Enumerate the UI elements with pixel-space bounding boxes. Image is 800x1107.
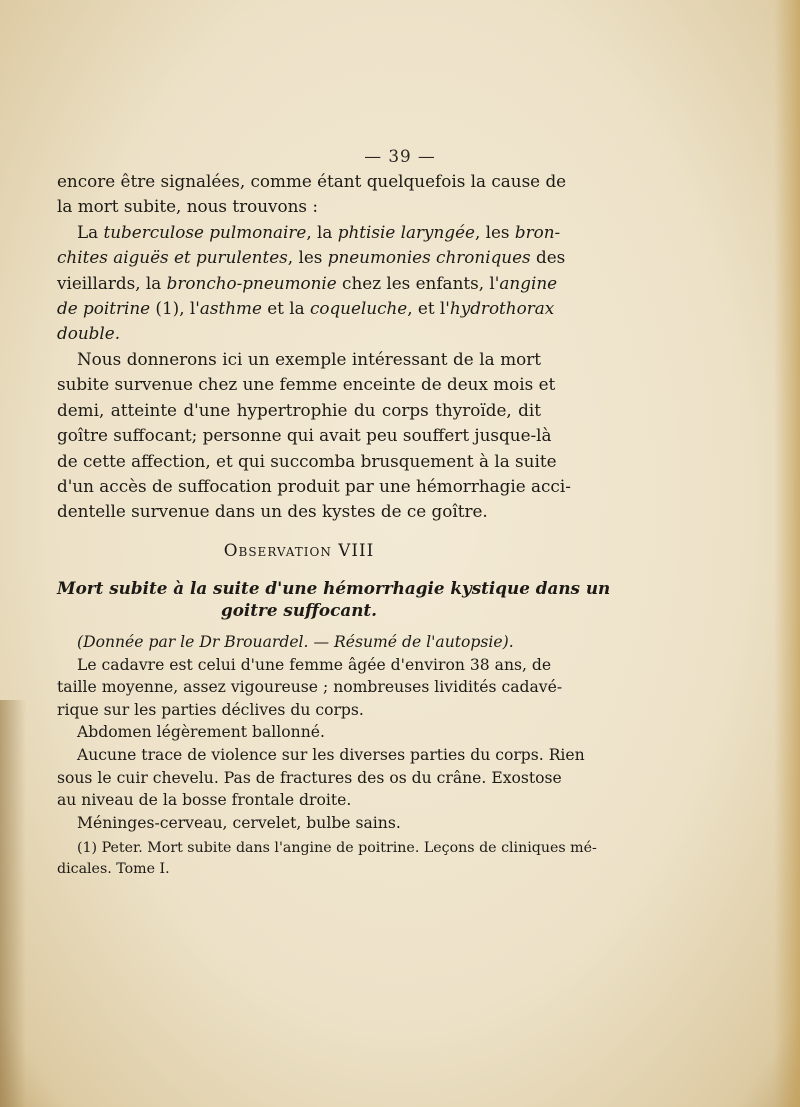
attribution: (Donnée par le Dr Brouardel. — Résumé de l'autopsie). <box>77 633 514 651</box>
page-number: — 39 — <box>364 146 436 166</box>
subtitle-line: Mort subite à la suite d'une hémorrhagie kystique dans un <box>57 578 611 598</box>
page-edge-shadow-left <box>0 700 26 1107</box>
paragraph-intro <box>57 169 567 347</box>
footnote-line: dicales. Tome I. <box>57 861 170 877</box>
text-line: demi, atteinte d'une hypertrophie du corps thyroïde, dit <box>57 399 541 420</box>
paragraph-example <box>57 347 571 525</box>
text-line: Abdomen légèrement ballonné. <box>77 723 325 742</box>
footnote-line: (1) Peter. Mort subite dans l'angine de poitrine. Leçons de cliniques mé- <box>77 840 597 856</box>
text-line: taille moyenne, assez vigoureuse ; nombreuses lividités cadavé- <box>57 678 563 697</box>
section-heading: Observation VIII <box>223 540 375 560</box>
text-line: dentelle survenue dans un des kystes de ce goître. <box>57 501 488 522</box>
observation-subtitle <box>57 577 611 621</box>
text-line: au niveau de la bosse frontale droite. <box>57 791 352 810</box>
text-line: rique sur les parties déclives du corps. <box>57 700 364 719</box>
text-line: la mort subite, nous trouvons : <box>57 196 319 217</box>
text-line: Nous donnerons ici un exemple intéressant de la mort <box>77 349 541 369</box>
text-line: de poitrine (1), l'asthme et la coqueluche, et l'hydrothorax <box>57 298 555 319</box>
subtitle-line: goitre suffocant. <box>220 600 378 620</box>
footnote <box>57 838 597 880</box>
case-report <box>57 631 585 834</box>
text-line: goître suffocant; personne qui avait peu souffert jusque-là <box>57 425 552 446</box>
text-line: chites aiguës et purulentes, les pneumonies chroniques des <box>57 247 566 268</box>
page-edge-shadow <box>774 0 800 1107</box>
text-line: sous le cuir chevelu. Pas de fractures des os du crâne. Exostose <box>57 768 562 787</box>
text-line: vieillards, la broncho-pneumonie chez les enfants, l'angine <box>57 272 558 293</box>
text-line: d'un accès de suffocation produit par une hémorrhagie acci- <box>57 476 571 497</box>
text-line: Méninges-cerveau, cervelet, bulbe sains. <box>77 813 401 832</box>
text-line: La tuberculose pulmonaire, la phtisie laryngée, les bron- <box>77 221 561 242</box>
text-line: Aucune trace de violence sur les diverses parties du corps. Rien <box>77 745 585 764</box>
text-line: encore être signalées, comme étant quelquefois la cause de <box>57 171 567 191</box>
observation-heading <box>57 538 541 563</box>
text-line: double. <box>57 323 121 344</box>
text-line: Le cadavre est celui d'une femme âgée d'environ 38 ans, de <box>77 655 552 674</box>
text-line: de cette affection, et qui succomba brusquement à la suite <box>57 450 557 471</box>
text-line: subite survenue chez une femme enceinte de deux mois et <box>57 374 556 395</box>
